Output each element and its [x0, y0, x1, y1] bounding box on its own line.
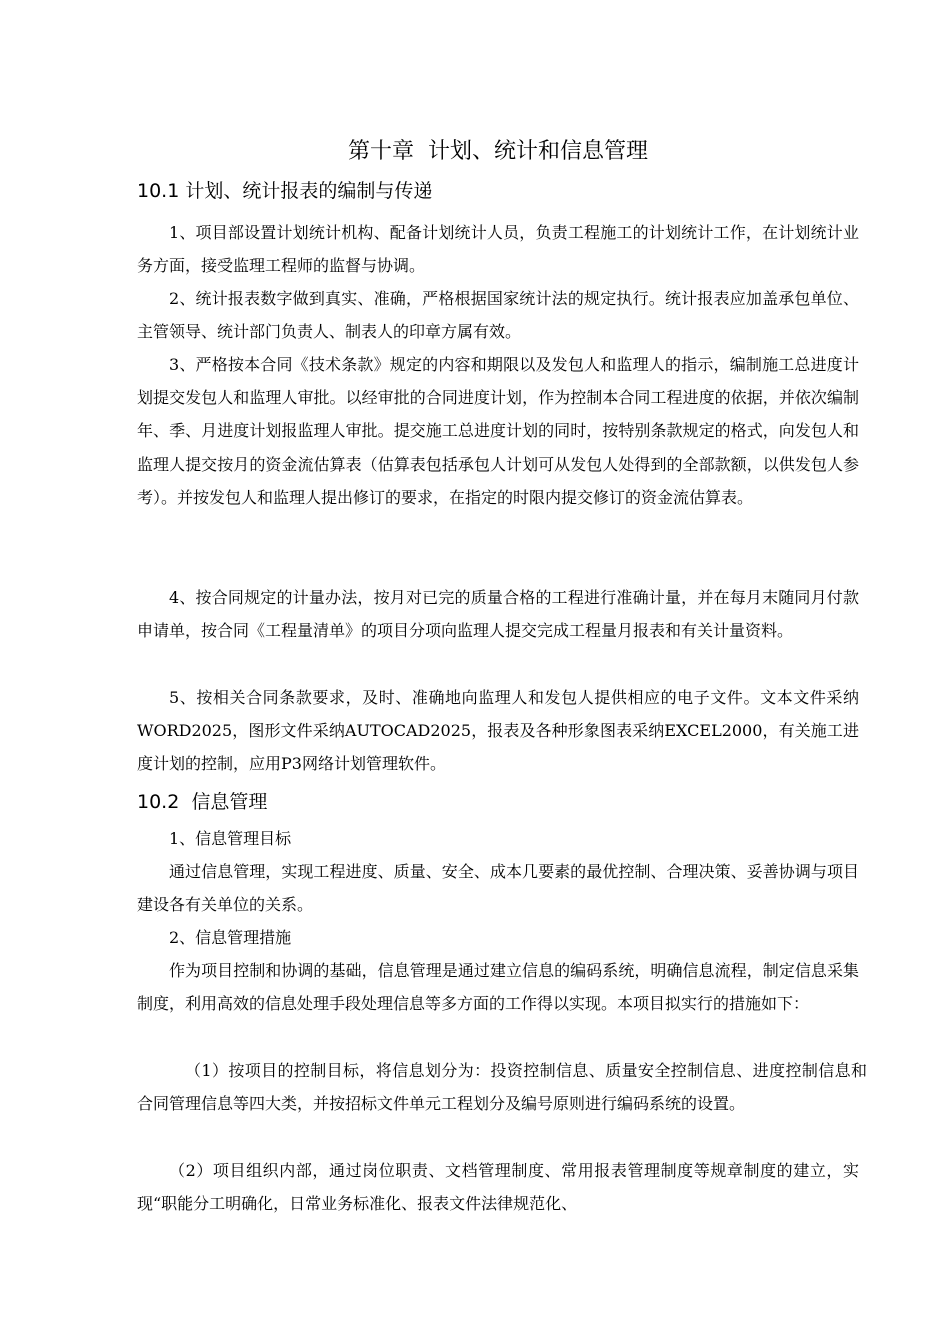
- paragraph-2-1: 1、信息管理目标: [169, 829, 292, 848]
- paragraph-1-3: 3、严格按本合同《技术条款》规定的内容和期限以及发包人和监理人的指示，编制施工总进度计划提交发包人和监理人审批。以经审批的合同进度计划，作为控制本合同工程进度的依据，并依次编制年、季、月进度计划报监理人审批。提交施工总进度计划的同时，按特别条款规定的格式，向发包人和监理人提交按月的资金流估算表（估算表包括承包人计划可从发包人处得到的全部款额，以供发包人参考）。并按发包人和监理人提出修订的要求，在指定的时限内提交修订的资金流估算表。: [137, 355, 859, 507]
- paragraph-2-3: 2、信息管理措施: [169, 928, 292, 947]
- paragraph-1-4: 4、按合同规定的计量办法，按月对已完的质量合格的工程进行准确计量，并在每月末随同月付款申请单，按合同《工程量清单》的项目分项向监理人提交完成工程量月报表和有关计量资料。: [137, 588, 859, 641]
- paragraph-2-2: 通过信息管理，实现工程进度、质量、安全、成本几要素的最优控制、合理决策、妥善协调与项目建设各有关单位的关系。: [137, 862, 859, 915]
- paragraph-2-4: 作为项目控制和协调的基础，信息管理是通过建立信息的编码系统，明确信息流程，制定信息采集制度，利用高效的信息处理手段处理信息等多方面的工作得以实现。本项目拟实行的措施如下：: [137, 961, 859, 1014]
- paragraph-1-5: 5、按相关合同条款要求，及时、准确地向监理人和发包人提供相应的电子文件。文本文件采纳WORD2025，图形文件采纳AUTOCAD2025，报表及各种形象图表采纳EXCEL2000，有关施工进度计划的控制，应用P3网络计划管理软件。: [137, 688, 859, 774]
- section-heading-10-2: 10.2 信息管理: [137, 791, 268, 813]
- paragraph-2-5: （1）按项目的控制目标，将信息划分为：投资控制信息、质量安全控制信息、进度控制信息和合同管理信息等四大类，并按招标文件单元工程划分及编号原则进行编码系统的设置。: [137, 1061, 867, 1114]
- paragraph-1-1: 1、项目部设置计划统计机构、配备计划统计人员，负责工程施工的计划统计工作，在计划统计业务方面，接受监理工程师的监督与协调。: [137, 223, 859, 276]
- paragraph-2-6: （2）项目组织内部，通过岗位职责、文档管理制度、常用报表管理制度等规章制度的建立，实现“职能分工明确化，日常业务标准化、报表文件法律规范化、: [137, 1161, 859, 1214]
- section-heading-10-1: 10.1 计划、统计报表的编制与传递: [137, 180, 433, 202]
- paragraph-1-2: 2、统计报表数字做到真实、准确，严格根据国家统计法的规定执行。统计报表应加盖承包单位、主管领导、统计部门负责人、制表人的印章方属有效。: [137, 289, 859, 342]
- chapter-title: 第十章 计划、统计和信息管理: [348, 139, 648, 164]
